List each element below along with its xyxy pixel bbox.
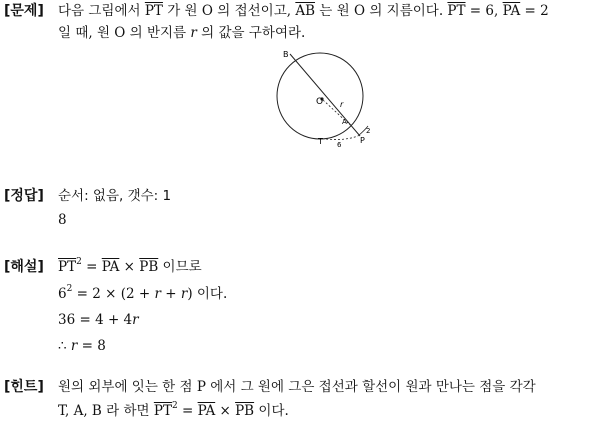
label-r: r bbox=[340, 100, 344, 109]
explanation-label: [해설] bbox=[4, 259, 44, 275]
label-two: 2 bbox=[366, 127, 371, 135]
problem-line-2: 일 때, 원 O 의 반지름 r 의 값을 구하여라. bbox=[58, 25, 306, 41]
explanation-line-2: $6^2 = 2 \times (2 + r + r)$ 이다. bbox=[58, 284, 228, 302]
problem-line-1: 다음 그림에서 $\overline{PT}$ 가 원 O 의 접선이고, $\overline{AB}$ 는 원 O 의 지름이다. $\overline{PT} = 6$, $\overline{PA} = 2$ bbox=[58, 3, 549, 19]
label-a: A bbox=[342, 118, 347, 126]
secant-line bbox=[290, 54, 360, 136]
label-six: 6 bbox=[337, 141, 342, 149]
circle-o bbox=[277, 53, 363, 139]
label-t: T bbox=[318, 137, 323, 146]
explanation-line-1: $\overline{PT}^2 = \overline{PA} \times \overline{PB}$ 이므로 bbox=[58, 257, 202, 275]
hint-line-2: T, A, B 라 하면 $\overline{PT}^2 = \overline{PA} \times \overline{PB}$ 이다. bbox=[58, 401, 289, 419]
answer-line: 순서: 없음, 갯수: 1 bbox=[58, 188, 172, 204]
explanation-line-4: ∴ r = 8 bbox=[58, 338, 106, 354]
answer-label: [정답] bbox=[4, 188, 44, 204]
circle-figure bbox=[268, 44, 380, 152]
label-o: O bbox=[316, 97, 324, 107]
hint-line-1: 원의 외부에 잇는 한 점 P 에서 그 원에 그은 접선과 할선이 원과 만나는 점을 각각 bbox=[58, 379, 536, 395]
explanation-line-3: 36 = 4 + 4r bbox=[58, 312, 139, 328]
label-p: P bbox=[360, 136, 365, 145]
label-b: B bbox=[283, 50, 289, 59]
problem-label: [문제] bbox=[4, 3, 44, 19]
hint-label: [힌트] bbox=[4, 379, 44, 395]
answer-value: 8 bbox=[58, 212, 67, 228]
